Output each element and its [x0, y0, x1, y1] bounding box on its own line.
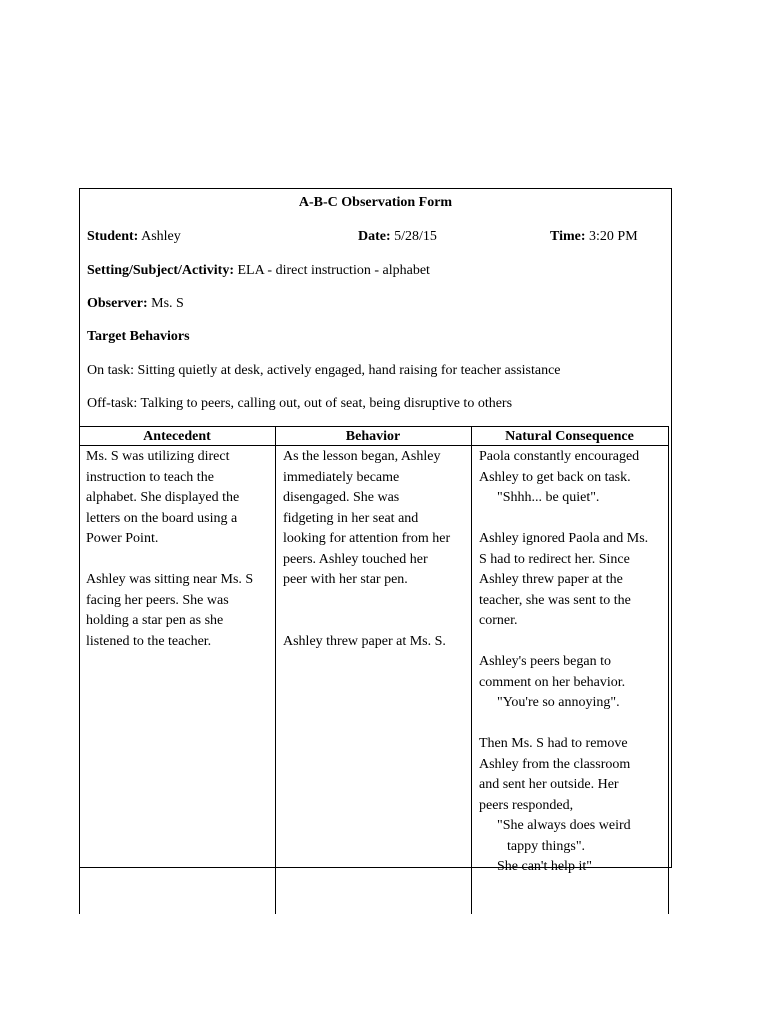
on-task-definition: On task: Sitting quietly at desk, actively engaged, hand raising for teacher assistance [87, 363, 561, 378]
consequence-line: peers responded, [479, 797, 574, 813]
setting-label: Setting/Subject/Activity: [87, 263, 234, 278]
antecedent-line: Power Point. [86, 531, 159, 546]
behavior-line: fidgeting in her seat and [283, 510, 419, 526]
table-top-border [79, 426, 669, 427]
consequence-line: comment on her behavior. [479, 674, 626, 690]
student-row [87, 229, 181, 245]
paragraph-gap [283, 611, 450, 632]
table-right-border [668, 426, 669, 914]
header-natural-consequence: Natural Consequence [505, 429, 634, 444]
behavior-cell [283, 447, 450, 652]
consequence-cell [479, 447, 648, 878]
consequence-line: S had to redirect her. Since [479, 551, 630, 567]
consequence-quote: "Shhh... be quiet". [497, 490, 600, 505]
observer-value: Ms. S [151, 296, 184, 311]
column-divider-2 [471, 426, 472, 914]
off-task-definition: Off-task: Talking to peers, calling out, out of seat, being disruptive to others [87, 396, 513, 411]
date-label: Date: [358, 229, 391, 244]
behavior-line: peer with her star pen. [283, 572, 408, 587]
paragraph-gap [479, 714, 648, 735]
abc-table [79, 426, 669, 914]
consequence-line: Ashley from the classroom [479, 756, 631, 772]
antecedent-line: instruction to teach the [86, 469, 214, 485]
antecedent-line: facing her peers. She was [86, 592, 229, 608]
consequence-line: Ashley's peers began to [479, 654, 611, 669]
consequence-line: teacher, she was sent to the [479, 592, 631, 608]
consequence-line: corner. [479, 613, 518, 628]
consequence-quote: tappy things". [507, 838, 586, 854]
behavior-line: immediately became [283, 469, 400, 485]
setting-row [87, 263, 430, 279]
paragraph-gap [479, 632, 648, 653]
behavior-line: disengaged. She was [283, 490, 400, 505]
consequence-line: and sent her outside. Her [479, 777, 619, 792]
student-value: Ashley [141, 229, 181, 244]
consequence-line: Ashley ignored Paola and Ms. [479, 531, 649, 546]
target-behaviors-heading: Target Behaviors [87, 329, 190, 344]
consequence-line: Then Ms. S had to remove [479, 736, 628, 751]
behavior-line: Ashley threw paper at Ms. S. [283, 633, 446, 649]
observer-label: Observer: [87, 296, 148, 311]
antecedent-line: letters on the board using a [86, 510, 238, 526]
antecedent-line: Ashley was sitting near Ms. S [86, 572, 254, 587]
paragraph-gap [86, 550, 253, 571]
antecedent-line: Ms. S was utilizing direct [86, 449, 230, 464]
antecedent-cell [86, 447, 253, 652]
consequence-line: Paola constantly encouraged [479, 449, 640, 464]
observer-row [87, 296, 184, 312]
time-label: Time: [550, 229, 586, 244]
column-divider-1 [275, 426, 276, 914]
antecedent-line: holding a star pen as she [86, 613, 224, 628]
header-bottom-border [79, 445, 669, 446]
time-value: 3:20 PM [589, 229, 638, 244]
behavior-line: peers. Ashley touched her [283, 551, 428, 567]
setting-value: ELA - direct instruction - alphabet [237, 263, 430, 278]
paragraph-gap [479, 509, 648, 530]
consequence-line: Ashley to get back on task. [479, 469, 631, 485]
consequence-line: Ashley threw paper at the [479, 572, 623, 587]
time-field [550, 229, 638, 245]
paragraph-gap [283, 591, 450, 612]
header-behavior: Behavior [345, 429, 401, 444]
header-antecedent: Antecedent [143, 429, 211, 444]
date-value: 5/28/15 [394, 229, 437, 244]
consequence-quote: "She always does weird [497, 818, 631, 833]
consequence-quote: "You're so annoying". [497, 695, 620, 710]
date-field [358, 229, 437, 245]
behavior-line: As the lesson began, Ashley [283, 449, 441, 464]
student-label: Student: [87, 229, 139, 244]
behavior-line: looking for attention from her [283, 531, 451, 546]
consequence-quote: She can't help it" [497, 859, 592, 874]
antecedent-line: alphabet. She displayed the [86, 490, 240, 505]
antecedent-line: listened to the teacher. [86, 633, 212, 649]
form-title: A-B-C Observation Form [298, 195, 453, 210]
table-left-border [79, 426, 80, 914]
